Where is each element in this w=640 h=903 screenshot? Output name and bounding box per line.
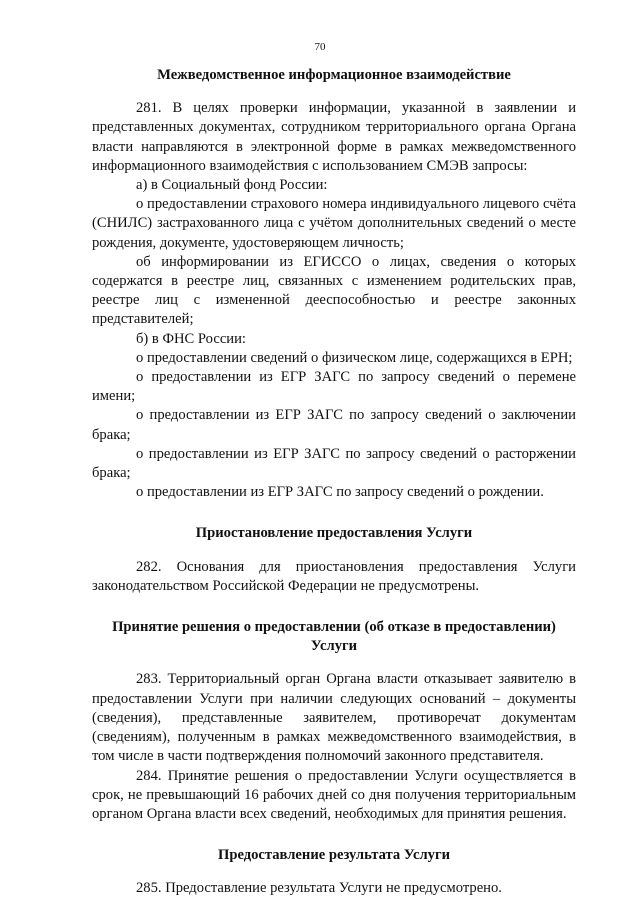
paragraph-ern-request: о предоставлении сведений о физическом лице, содержащихся в ЕРН; <box>136 349 573 366</box>
paragraph-284: 284. Принятие решения о предоставлении Услуги осуществляется в срок, не превышающий 16 рабочих дней со дня получения территориальным органом Органа власти всех сведений, необходимых для принятия решения. <box>92 767 576 822</box>
paragraph-divorce-request: о предоставлении из ЕГР ЗАГС по запросу сведений о расторжении брака; <box>92 445 576 482</box>
paragraph-snils-request: о предоставлении страхового номера индивидуального лицевого счёта (СНИЛС) застрахованного лица с учётом дополнительных сведений о месте рождения, документе, удостоверяющем личность; <box>92 196 576 251</box>
paragraph-281-a: а) в Социальный фонд России: <box>136 177 328 194</box>
paragraph-281-b: б) в ФНС России: <box>136 330 246 347</box>
section-heading-result: Предоставление результата Услуги <box>218 847 450 864</box>
section-heading-interagency-interaction: Межведомственное информационное взаимодействие <box>157 67 511 83</box>
paragraph-282: 282. Основания для приостановления предоставления Услуги законодательством Российской Федерации не предусмотрены. <box>92 558 576 594</box>
section-heading-decision: Принятие решения о предоставлении (об отказе в предоставлении) Услуги <box>112 619 556 655</box>
paragraph-281: 281. В целях проверки информации, указанной в заявлении и представленных документах, сотрудником территориального органа Органа власти направляются в электронной форме в рамках межведомственного информационного взаимодействия с использованием СМЭВ запросы: <box>92 100 576 174</box>
paragraph-marriage-request: о предоставлении из ЕГР ЗАГС по запросу сведений о заключении брака; <box>92 407 576 443</box>
paragraph-283: 283. Территориальный орган Органа власти отказывает заявителю в предоставлении Услуги при наличии следующих оснований – документы (сведения), представленные заявителем, противоречат документам (сведениям), полученным в рамках межведомственного взаимодействия, в том числе в части подтверждения полномочий законного представителя. <box>92 671 576 765</box>
paragraph-birth-request: о предоставлении из ЕГР ЗАГС по запросу сведений о рождении. <box>136 484 544 501</box>
paragraph-285: 285. Предоставление результата Услуги не предусмотрено. <box>136 880 502 897</box>
paragraph-egisso-request: об информировании из ЕГИССО о лицах, сведения о которых содержатся в реестре лиц, связанных с изменением родительских прав, реестре лиц с измененной дееспособностью и реестре законных представителей; <box>92 253 576 328</box>
paragraph-name-change-request: о предоставлении из ЕГР ЗАГС по запросу сведений о перемене имени; <box>92 369 576 405</box>
page-number: 70 <box>314 41 326 53</box>
section-heading-suspension: Приостановление предоставления Услуги <box>195 525 473 542</box>
document-body <box>92 66 576 899</box>
